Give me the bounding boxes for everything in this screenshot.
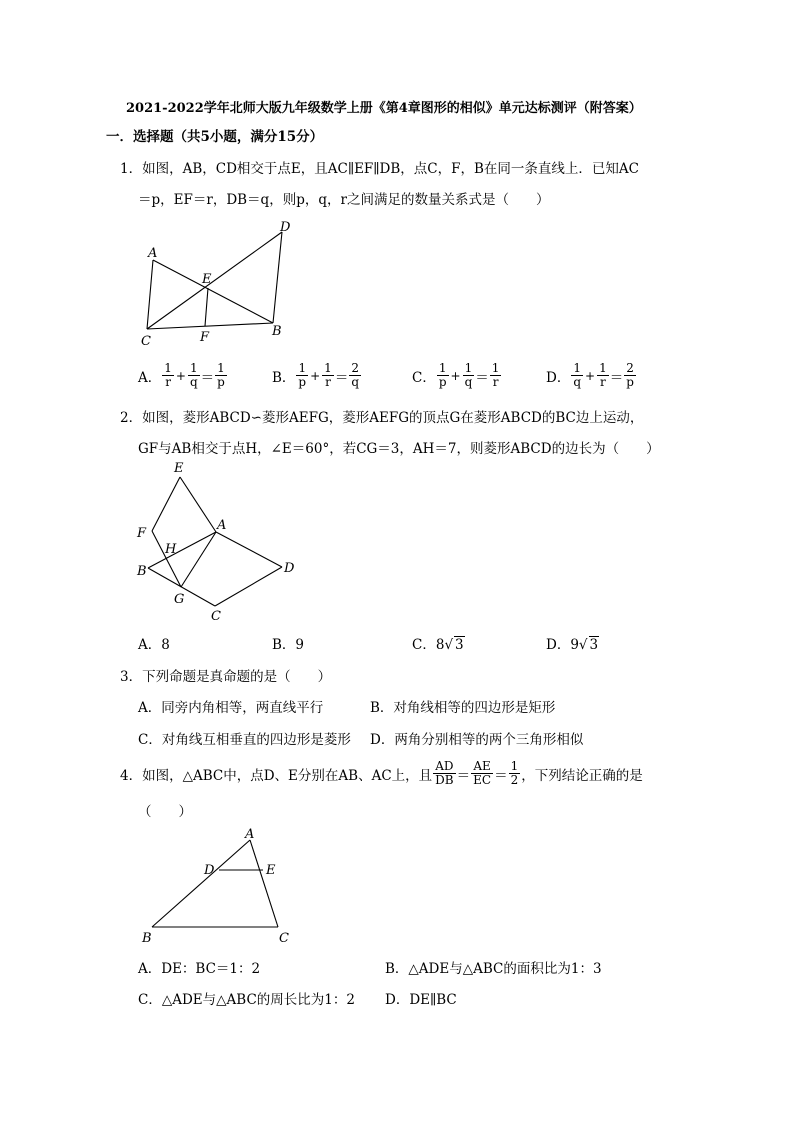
q4-line1: 4．如图，△ABC中，点D、E分别在AB、AC上，且 $\frac{AD}{DB}$ ＝ $\frac{AE}{EC}$ ＝ $\frac{1}{2}$ ，下列结论正确的是 [120,759,643,787]
q4-option-b: B．△ADE与△ABC的面积比为1：3 [385,961,602,977]
q2-line1: 2．如图，菱形ABCD∽菱形AEFG，菱形AEFG的顶点G在菱形ABCD的BC边上运动， [120,410,644,426]
q1-label-e: E [202,272,212,287]
q2-option-c: C．8√ 3 [412,637,464,653]
q1-option-d: D． $\frac{1}{q}$ + $\frac{1}{r}$ ＝ $\frac{2}{p}$ [546,361,634,389]
q4-option-a: A．DE：BC＝1：2 [138,961,261,977]
q2-label-d: D [284,561,295,576]
q1-label-f: F [200,330,210,345]
q1-label-c: C [141,334,151,349]
q3-line1: 3．下列命题是真命题的是（ ） [120,669,332,685]
q1-label-a: A [148,246,158,261]
q1-line1: 1．如图，AB，CD相交于点E，且AC∥EF∥DB，点C，F，B在同一条直线上．已知AC [120,161,639,177]
q2-option-b: B．9 [272,637,305,653]
q1-option-b: B． $\frac{1}{p}$ + $\frac{1}{r}$ ＝ $\frac{2}{q}$ [272,361,359,389]
q1-option-a: A． $\frac{1}{r}$ + $\frac{1}{q}$ ＝ $\frac{1}{p}$ [138,361,225,389]
q4-option-d: D．DE∥BC [385,992,457,1008]
q2-label-a: A [217,518,227,533]
q2-label-e: E [174,461,184,476]
q2-label-h: H [165,542,177,557]
q3-option-d: D．两角分别相等的两个三角形相似 [370,732,584,748]
q3-option-b: B．对角线相等的四边形是矩形 [370,700,556,716]
q4-option-c: C．△ADE与△ABC的周长比为1：2 [138,992,355,1008]
q1-label-b: B [272,324,282,339]
document-title: 2021-2022学年北师大版九年级数学上册《第4章图形的相似》单元达标测评（附答案） [126,101,642,116]
q4-figure [135,825,305,950]
q2-figure [130,455,310,630]
q4-line2: （ ） [138,804,192,820]
q1-line2: ＝p，EF＝r，DB＝q，则p，q，r之间满足的数量关系式是（ ） [138,192,550,208]
q3-option-c: C．对角线互相垂直的四边形是菱形 [138,732,351,748]
q4-label-b: B [142,931,152,946]
q2-label-g: G [174,592,185,607]
q2-option-a: A．8 [138,637,170,653]
section-heading: 一．选择题（共5小题，满分15分） [106,129,324,145]
q2-label-f: F [137,526,147,541]
q4-label-e: E [266,863,276,878]
q2-label-c: C [211,609,221,624]
q4-label-a: A [245,827,255,842]
q1-option-c: C． $\frac{1}{p}$ + $\frac{1}{q}$ ＝ $\frac{1}{r}$ [412,361,500,389]
q1-figure [130,215,310,350]
q2-option-d: D．9√ 3 [546,637,599,653]
q4-label-d: D [204,863,215,878]
q2-line2: GF与AB相交于点H，∠E＝60°，若CG＝3，AH＝7，则菱形ABCD的边长为（ ） [138,441,660,457]
q2-label-b: B [137,564,147,579]
q1-label-d: D [280,220,291,235]
q4-label-c: C [279,931,289,946]
q3-option-a: A．同旁内角相等，两直线平行 [138,700,324,716]
